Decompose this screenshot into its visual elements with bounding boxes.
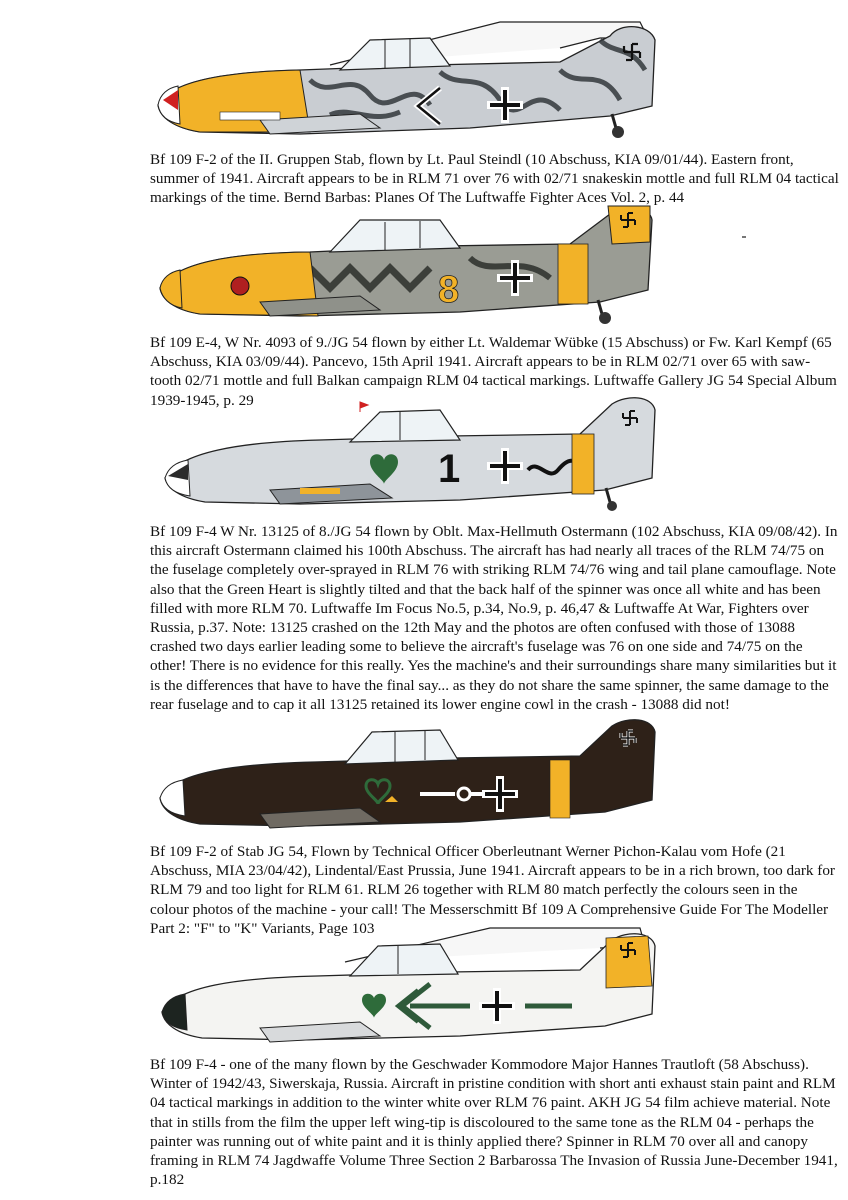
- stray-mark: [742, 236, 746, 238]
- aircraft-profile-1: [0, 10, 848, 150]
- aircraft-code-2: 8: [438, 269, 460, 311]
- aircraft-illustration-2: [0, 198, 848, 338]
- aircraft-illustration-3: [0, 390, 848, 520]
- aircraft-illustration-1: [0, 10, 848, 150]
- aircraft-code-3: 1: [438, 447, 461, 491]
- aircraft-profile-3: [0, 390, 848, 520]
- aircraft-profile-2: [0, 198, 848, 338]
- aircraft-illustration-4: [0, 710, 848, 840]
- aircraft-profile-5: [0, 920, 848, 1055]
- profile-caption-3: Bf 109 F-4 W Nr. 13125 of 8./JG 54 flown by Oblt. Max-Hellmuth Ostermann (102 Abschuss, KIA 09/08/42). In this aircraft Ostermann claimed his 100th Abschuss. The aircraft has had nearly all traces of the RLM 74/75 on the fuselage completely over-sprayed in RLM 76 with striking RLM 74/76 wing and tail plane camouflage. Note also that the Green Heart is slightly tilted and that the back half of the spinner was once all white and has been filled with more RLM 70. Luftwaffe Im Focus No.5, p.34, No.9, p. 46,47 & Luftwaffe At War, Fighters over Russia, p.37. Note: 13125 crashed on the 12th May and the photos are often confused with those of 13088 crashed two days earlier leading some to believe the aircraft's fuselage was 76 on one side and 74/75 on the other! There is no evidence for this really. Yes the machine's and their surroundings share many similarities but it is the differences that have to have the final say... as they do not share the same spinner, the same damage to the rear fuselage and to cap it all 13125 retained its lower engine cowl in the crash - 13088 did not!: [150, 523, 838, 713]
- profile-caption-2: Bf 109 E-4, W Nr. 4093 of 9./JG 54 flown by either Lt. Waldemar Wübke (15 Abschuss) or Fw. Karl Kempf (65 Abschuss, KIA 03/09/44). Pancevo, 15th April 1941. Aircraft appears to be in RLM 02/71 over 65 with saw-tooth 02/71 mottle and full Balkan campaign RLM 04 tactical markings. Luftwaffe Gallery JG 54 Special Album 1939-1945, p. 29: [150, 334, 837, 409]
- aircraft-profile-4: [0, 710, 848, 840]
- aircraft-illustration-5: [0, 920, 848, 1055]
- profile-caption-4: Bf 109 F-2 of Stab JG 54, Flown by Technical Officer Oberleutnant Werner Pichon-Kalau vom Hofe (21 Abschuss, MIA 23/04/42), Lindental/East Prussia, June 1941. Aircraft appears to be in a rich brown, too dark for RLM 79 and too light for RLM 61. RLM 26 together with RLM 80 match perfectly the colours seen in the colour photos of the machine - your call! The Messerschmitt Bf 109 A Comprehensive Guide For The Modeller Part 2: "F" to "K" Variants, Page 103: [150, 843, 835, 937]
- profile-caption-1: Bf 109 F-2 of the II. Gruppen Stab, flown by Lt. Paul Steindl (10 Abschuss, KIA 09/01/44). Eastern front, summer of 1941. Aircraft appears to be in RLM 71 over 76 with 02/71 snakeskin mottle and full RLM 04 tactical markings of the time. Bernd Barbas: Planes Of The Luftwaffe Fighter Aces Vol. 2, p. 44: [150, 151, 839, 207]
- profile-caption-5: Bf 109 F-4 - one of the many flown by the Geschwader Kommodore Major Hannes Trautloft (58 Abschuss). Winter of 1942/43, Siwerskaja, Russia. Aircraft in pristine condition with short anti exhaust stain paint and RLM 04 tactical markings in addition to the winter white over RLM 76 paint. AKH JG 54 film achieve material. Note that in stills from the film the upper left wing-tip is discoloured to the same tone as the RLM 04 - perhaps the painter was running out of white paint and it is thinly applied there? Spinner in RLM 70 over all and canopy framing in RLM 74 Jagdwaffe Volume Three Section 2 Barbarossa The Invasion of Russia June-December 1941, p.182: [150, 1056, 838, 1189]
